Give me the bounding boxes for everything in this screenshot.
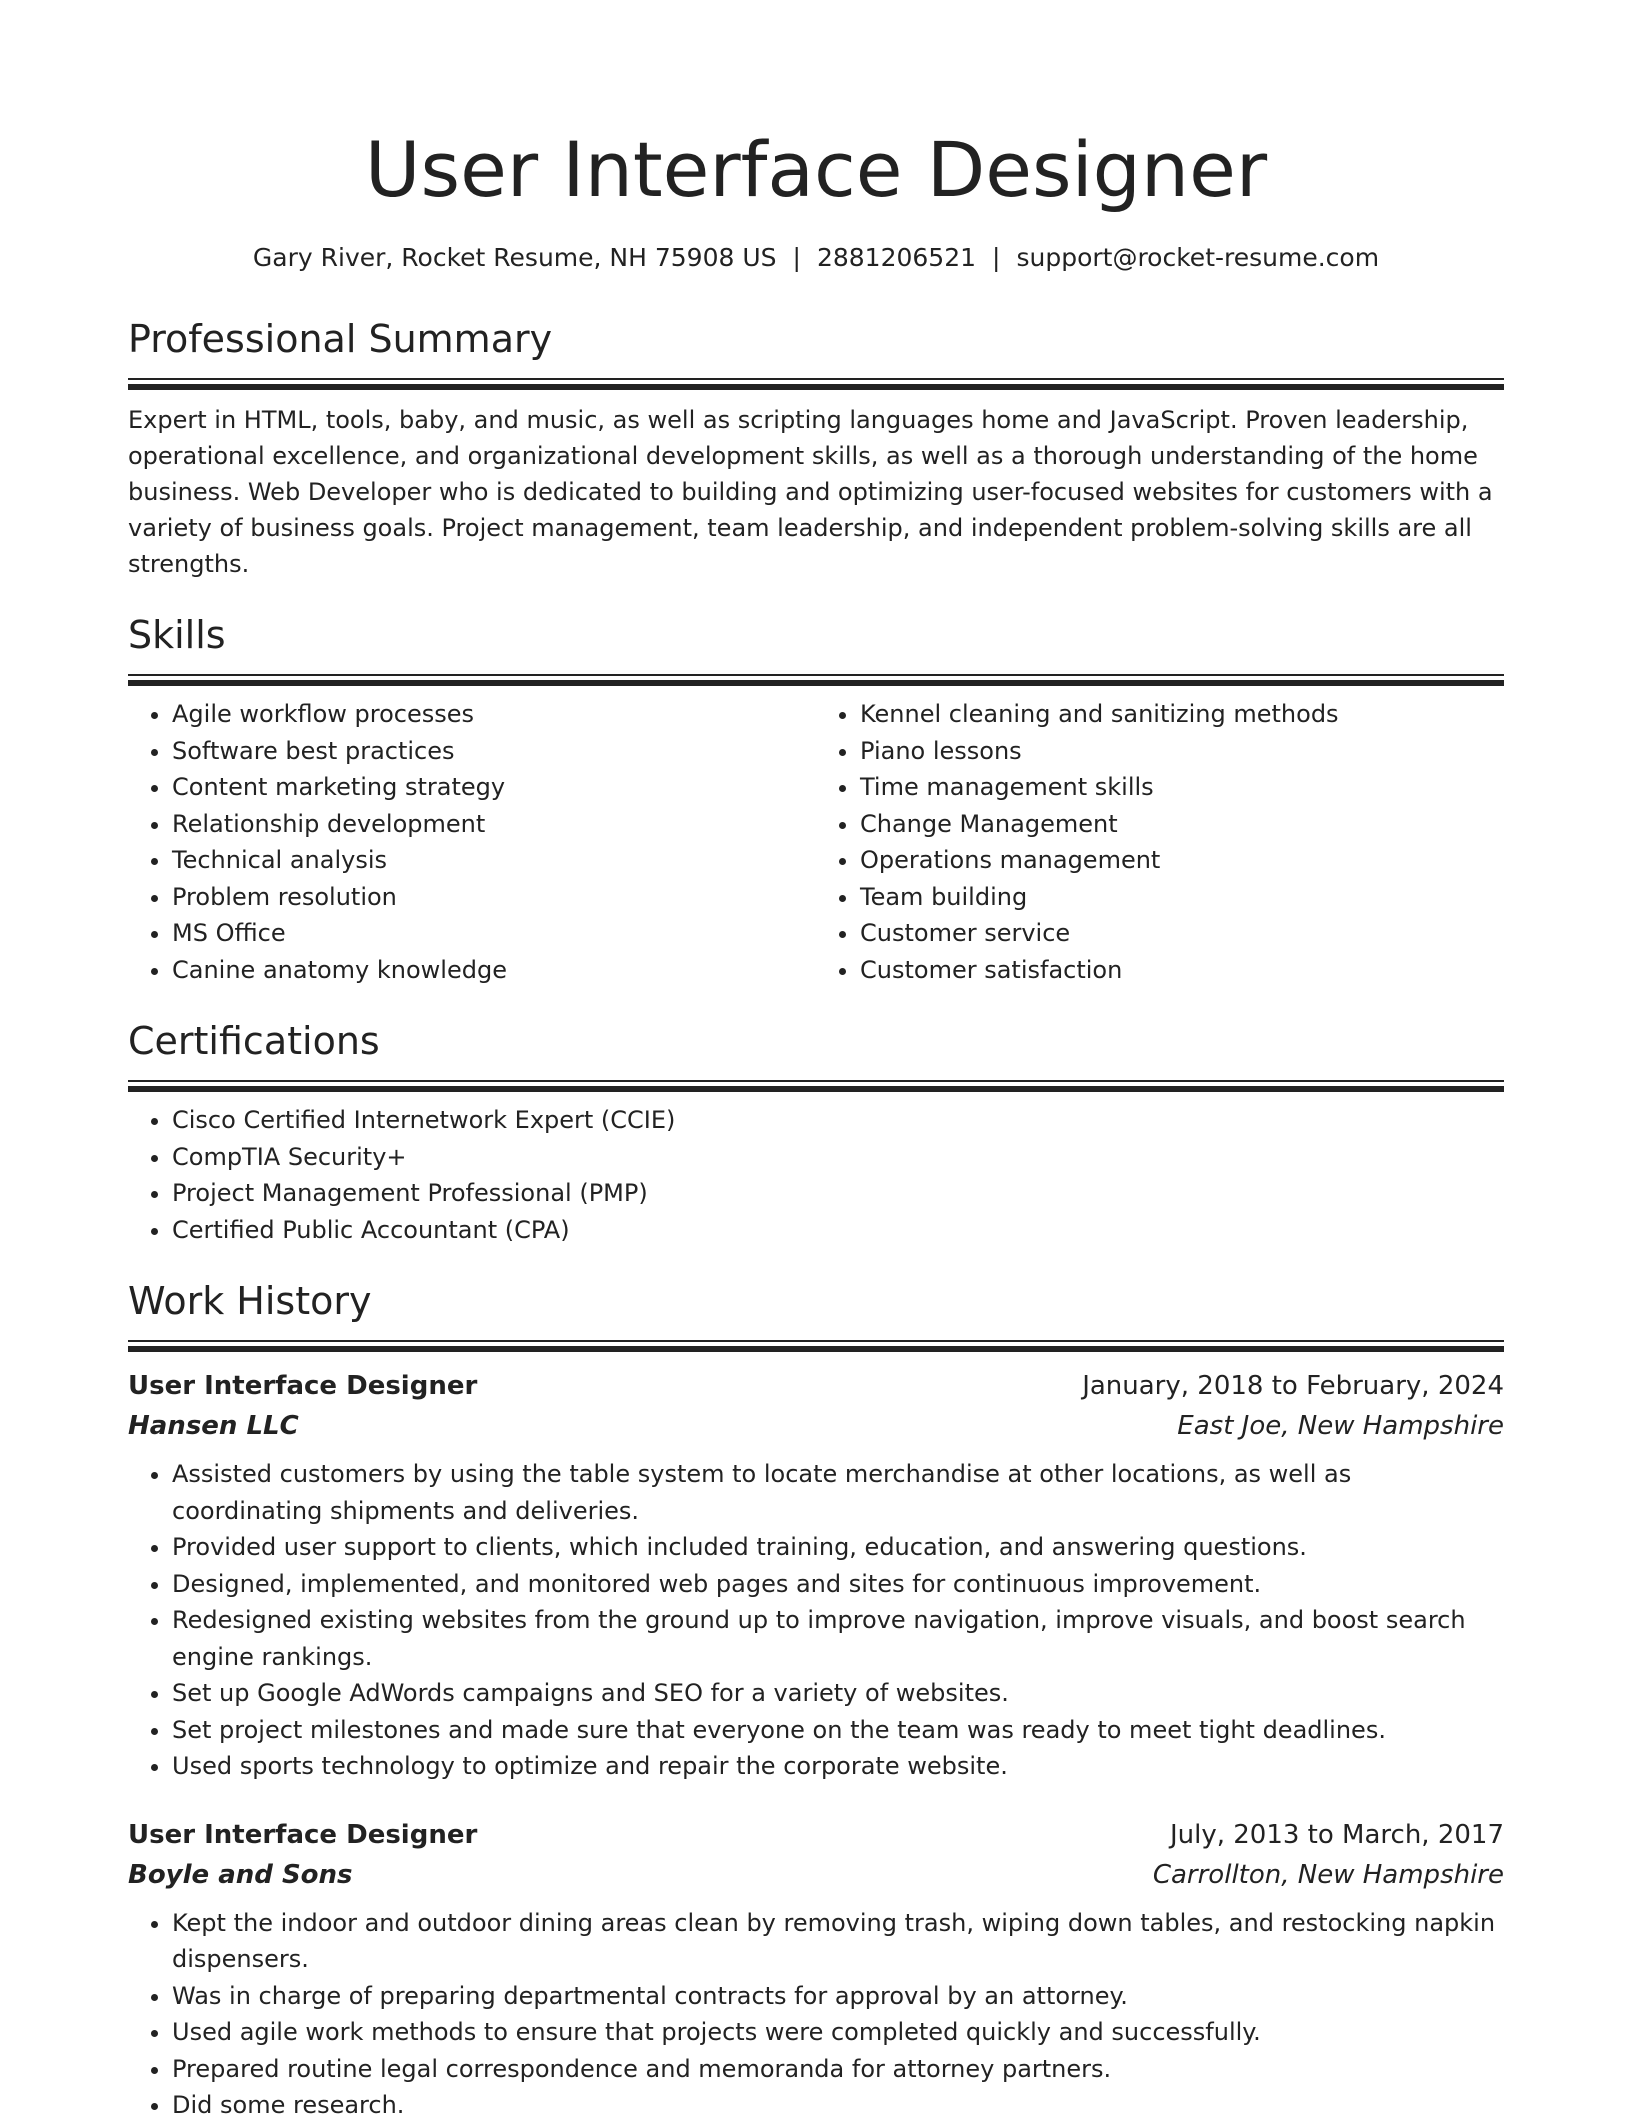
job-bullet: • Set project milestones and made sure that everyone on the team was ready to meet tight deadlines.: [172, 1712, 1504, 1749]
contact-email: support@rocket-resume.com: [1016, 243, 1380, 272]
skill-item: • Content marketing strategy: [172, 769, 816, 806]
section-divider: [128, 1080, 1504, 1092]
certifications-list: [128, 1102, 1504, 1248]
job-bullet: • Assisted customers by using the table system to locate merchandise at other locations, as well as coordinating shipments and deliveries.: [172, 1456, 1504, 1529]
section-heading-skills: Skills: [128, 613, 226, 657]
skill-item: • Customer satisfaction: [860, 952, 1504, 989]
job-bullet: • Designed, implemented, and monitored web pages and sites for continuous improvement.: [172, 1566, 1504, 1603]
skill-item: • Technical analysis: [172, 842, 816, 879]
certification-item: • Cisco Certified Internetwork Expert (CCIE): [172, 1102, 1504, 1139]
contact-address: Gary River, Rocket Resume, NH 75908 US: [252, 243, 777, 272]
job-company: Boyle and Sons: [128, 1859, 353, 1890]
skill-item: • Problem resolution: [172, 879, 816, 916]
certification-item: • Project Management Professional (PMP): [172, 1175, 1504, 1212]
section-heading-work-history: Work History: [128, 1279, 372, 1323]
job-bullet: • Did some research.: [172, 2087, 1504, 2124]
job-title: User Interface Designer: [128, 1819, 478, 1850]
job-bullet: • Prepared routine legal correspondence and memoranda for attorney partners.: [172, 2051, 1504, 2088]
job-bullet: • Redesigned existing websites from the ground up to improve navigation, improve visuals, and boost search engine rankings.: [172, 1602, 1504, 1675]
job-header: [128, 1815, 1504, 1855]
job-title: User Interface Designer: [128, 1371, 478, 1401]
job-bullets: [128, 1905, 1504, 2124]
job-bullet: • Used agile work methods to ensure that projects were completed quickly and successfully.: [172, 2014, 1504, 2051]
section-heading-summary: Professional Summary: [128, 317, 553, 361]
skills-list-left: [128, 696, 816, 988]
job-entry: [128, 1366, 1504, 1785]
certifications-section: [128, 1016, 1504, 1248]
skills-section: [128, 610, 1504, 988]
section-divider: [128, 378, 1504, 390]
contact-phone: 2881206521: [816, 243, 977, 272]
job-bullet: • Kept the indoor and outdoor dining areas clean by removing trash, wiping down tables, and restocking napkin dispensers.: [172, 1905, 1504, 1978]
job-subheader: [128, 1855, 1504, 1895]
skill-item: • Kennel cleaning and sanitizing methods: [860, 696, 1504, 733]
skill-item: • Software best practices: [172, 733, 816, 770]
skill-item: • Customer service: [860, 915, 1504, 952]
job-entry: [128, 1815, 1504, 2124]
skills-list-right: [816, 696, 1504, 988]
resume-title: User Interface Designer: [364, 125, 1268, 214]
section-heading-certifications: Certifications: [128, 1019, 380, 1063]
contact-separator: |: [792, 243, 801, 272]
skill-item: • MS Office: [172, 915, 816, 952]
job-bullet: • Set up Google AdWords campaigns and SEO for a variety of websites.: [172, 1675, 1504, 1712]
skill-item: • Piano lessons: [860, 733, 1504, 770]
job-bullet: • Used sports technology to optimize and repair the corporate website.: [172, 1748, 1504, 1785]
job-dates: January, 2018 to February, 2024: [1082, 1371, 1504, 1401]
job-header: [128, 1366, 1504, 1406]
job-subheader: [128, 1406, 1504, 1446]
skill-item: • Canine anatomy knowledge: [172, 952, 816, 989]
skill-item: • Change Management: [860, 806, 1504, 843]
skills-grid: [128, 696, 1504, 988]
skill-item: • Agile workflow processes: [172, 696, 816, 733]
section-divider: [128, 674, 1504, 686]
contact-separator: |: [992, 243, 1001, 272]
job-bullet: • Was in charge of preparing departmental contracts for approval by an attorney.: [172, 1978, 1504, 2015]
certification-item: • Certified Public Accountant (CPA): [172, 1212, 1504, 1249]
section-divider: [128, 1340, 1504, 1352]
summary-text: Expert in HTML, tools, baby, and music, as well as scripting languages home and JavaScript. Proven leadership, operational excellence, and organizational development skills, as well as a thorough understanding of the home business. Web Developer who is dedicated to building and optimizing user-focused websites for customers with a variety of business goals. Project management, team leadership, and independent problem-solving skills are all strengths.: [128, 406, 1493, 578]
work-history-section: [128, 1276, 1504, 2124]
certification-item: • CompTIA Security+: [172, 1139, 1504, 1176]
resume-page: [128, 0, 1504, 2124]
skill-item: • Time management skills: [860, 769, 1504, 806]
job-company: Hansen LLC: [128, 1411, 299, 1441]
job-dates: July, 2013 to March, 2017: [1169, 1819, 1504, 1850]
job-location: Carrollton, New Hampshire: [1152, 1859, 1504, 1890]
summary-section: [128, 314, 1504, 582]
skill-item: • Operations management: [860, 842, 1504, 879]
skill-item: • Relationship development: [172, 806, 816, 843]
job-location: East Joe, New Hampshire: [1177, 1411, 1504, 1441]
job-bullets: [128, 1456, 1504, 1785]
job-bullet: • Provided user support to clients, which included training, education, and answering questions.: [172, 1529, 1504, 1566]
skill-item: • Team building: [860, 879, 1504, 916]
contact-line: [128, 242, 1504, 274]
